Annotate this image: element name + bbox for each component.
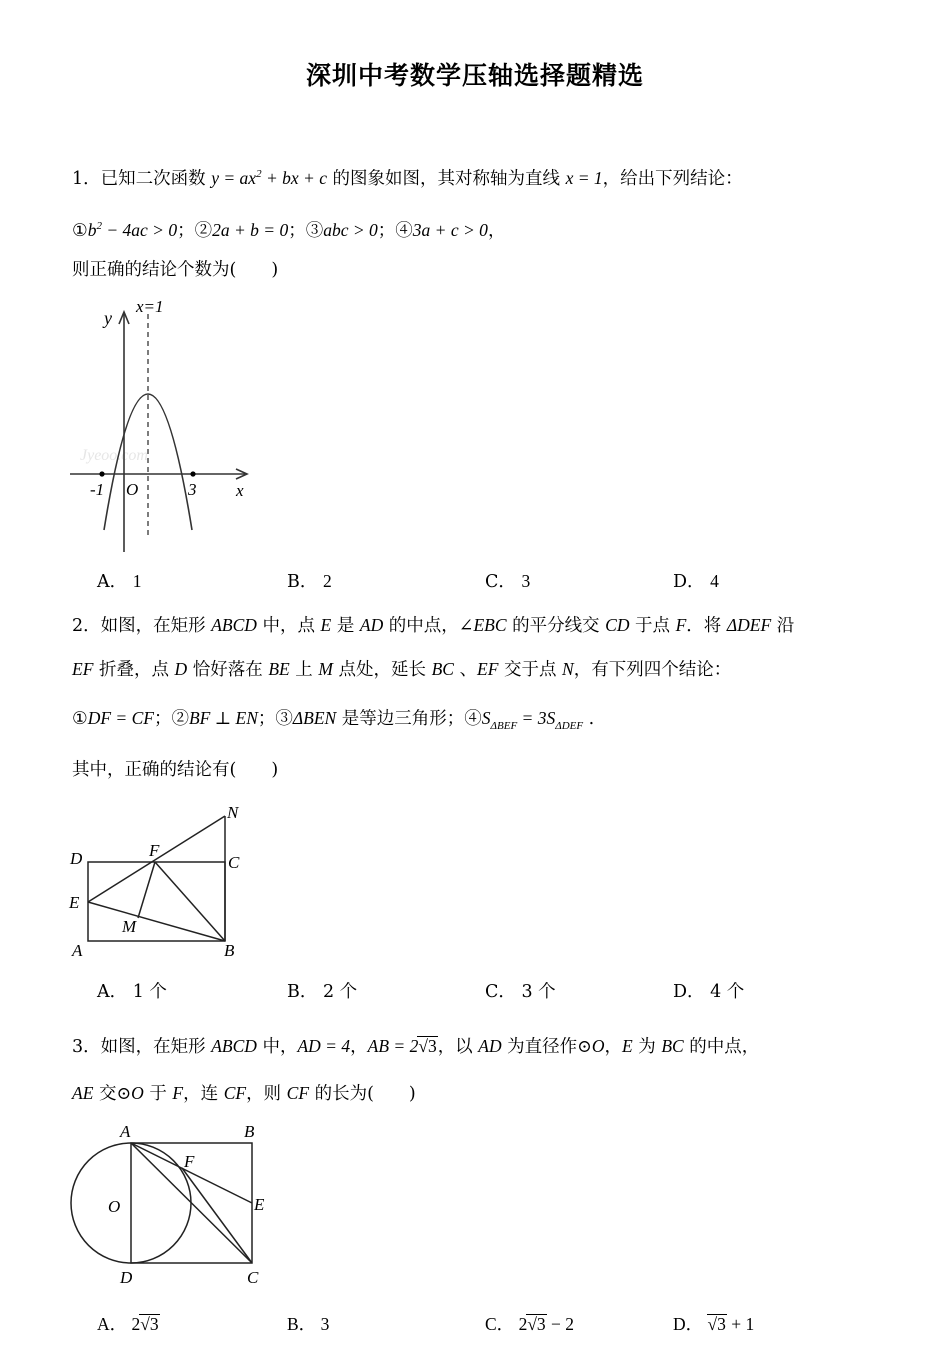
- q1-root-right-label: 3: [188, 480, 197, 499]
- q1-c2: 2a + b = 0: [212, 220, 289, 240]
- q1-option-c[interactable]: C． 3: [485, 571, 531, 592]
- q3-stem-line1: 3．如图，在矩形 ABCD 中，AD = 4，AB = 2√3，以 AD 为直径作⊙O，E 为 BC 的中点，: [72, 1036, 760, 1057]
- q2-label-e: E: [69, 893, 80, 912]
- q3-figure: [62, 1118, 282, 1290]
- q1-graph: [60, 292, 260, 557]
- q1-c1-mark: ①: [72, 221, 88, 241]
- q1-option-d[interactable]: D． 4: [673, 571, 719, 592]
- q2-line-eb: [88, 902, 225, 941]
- q2-option-b[interactable]: B． 2 个: [287, 982, 358, 1002]
- q1-axis: x = 1: [565, 168, 603, 188]
- q2-option-a[interactable]: A． 1 个: [97, 982, 167, 1002]
- q3-option-c[interactable]: C． 2√3 − 2: [485, 1314, 575, 1334]
- q1-c2-mark: ；②: [177, 221, 213, 241]
- q3-label-f: F: [184, 1152, 195, 1171]
- q1-number: 1．: [72, 169, 101, 189]
- q3-option-d[interactable]: D． √3 + 1: [673, 1314, 755, 1334]
- q1-stem: [72, 166, 743, 191]
- q3-label-b: B: [244, 1122, 255, 1141]
- q3-label-e: E: [254, 1195, 265, 1214]
- q3-option-a[interactable]: A． 2√3: [97, 1314, 159, 1334]
- q1-root-left-dot: [99, 471, 104, 476]
- q1-c1: $b^2 - 4ac > 0$: [87, 220, 178, 240]
- q3-line-fc: [182, 1168, 252, 1263]
- q2-label-d: D: [70, 849, 83, 868]
- q2-label-f: F: [149, 841, 160, 860]
- q2-rectangle: [88, 862, 225, 941]
- q2-line-fm: [138, 862, 155, 918]
- q2-label-b: B: [224, 941, 235, 960]
- q1-c-end: ，: [487, 221, 506, 241]
- q3-label-d: D: [120, 1268, 133, 1287]
- q1-tail-text: ，给出下列结论：: [602, 169, 743, 189]
- page-title: 深圳中考数学压轴选择题精选: [305, 61, 644, 90]
- q3-label-c: C: [247, 1268, 259, 1287]
- q1-conclusions: [72, 218, 505, 243]
- q3-label-a: A: [120, 1122, 131, 1141]
- q1-c3-mark: ；③: [288, 221, 324, 241]
- q1-watermark: Jyeoo.com: [80, 447, 148, 464]
- q2-option-d[interactable]: D． 4 个: [673, 982, 745, 1002]
- q2-label-c: C: [228, 853, 240, 872]
- q2-figure: [64, 800, 254, 960]
- q2-label-m: M: [122, 917, 137, 936]
- q2-line-fb: [155, 862, 225, 941]
- q3-stem-line2: AE 交⊙O 于 F，连 CF，则 CF 的长为( ): [72, 1083, 416, 1104]
- q2-label-a: A: [72, 941, 83, 960]
- q1-c3: abc > 0: [323, 220, 378, 240]
- q1-x-label: x: [236, 481, 244, 500]
- q1-option-b[interactable]: B． 2: [287, 571, 332, 592]
- q3-option-b[interactable]: B． 3: [287, 1314, 330, 1334]
- q3-label-o: O: [108, 1197, 121, 1216]
- q1-root-left-label: -1: [90, 480, 105, 499]
- q1-intro: 已知二次函数: [100, 169, 206, 189]
- q1-c4-mark: ；④: [377, 221, 413, 241]
- q2-ask: 其中，正确的结论有( ): [72, 760, 279, 780]
- q1-y-label: y: [104, 308, 112, 328]
- q1-mid-text: 的图象如图，其对称轴为直线: [326, 169, 566, 189]
- q2-label-n: N: [227, 803, 239, 822]
- q2-conclusions: ①DF = CF；②BF ⊥ EN；③ΔBEN 是等边三角形；$④S_{\Delta BEF} = 3S_{\Delta DEF}$ .: [72, 708, 595, 732]
- q1-c4: 3a + c > 0: [412, 220, 488, 240]
- q1-option-a[interactable]: A． 1: [97, 571, 142, 592]
- q1-function: $y = ax^2$ + bx + c: [211, 168, 327, 188]
- q1-line-label: x=1: [136, 297, 164, 316]
- q1-root-right-dot: [190, 471, 195, 476]
- q2-option-c[interactable]: C． 3 个: [485, 982, 556, 1002]
- q2-stem-line2: EF 折叠，点 D 恰好落在 BE 上 M 点处，延长 BC 、EF 交于点 N，有下列四个结论：: [72, 659, 732, 680]
- q2-stem-line1: 2．如图，在矩形 ABCD 中，点 E 是 AD 的中点，∠EBC 的平分线交 CD 于点 F．将 ΔDEF 沿: [72, 615, 795, 636]
- q1-origin-label: O: [126, 480, 139, 499]
- q1-ask: 则正确的结论个数为( ): [72, 260, 279, 280]
